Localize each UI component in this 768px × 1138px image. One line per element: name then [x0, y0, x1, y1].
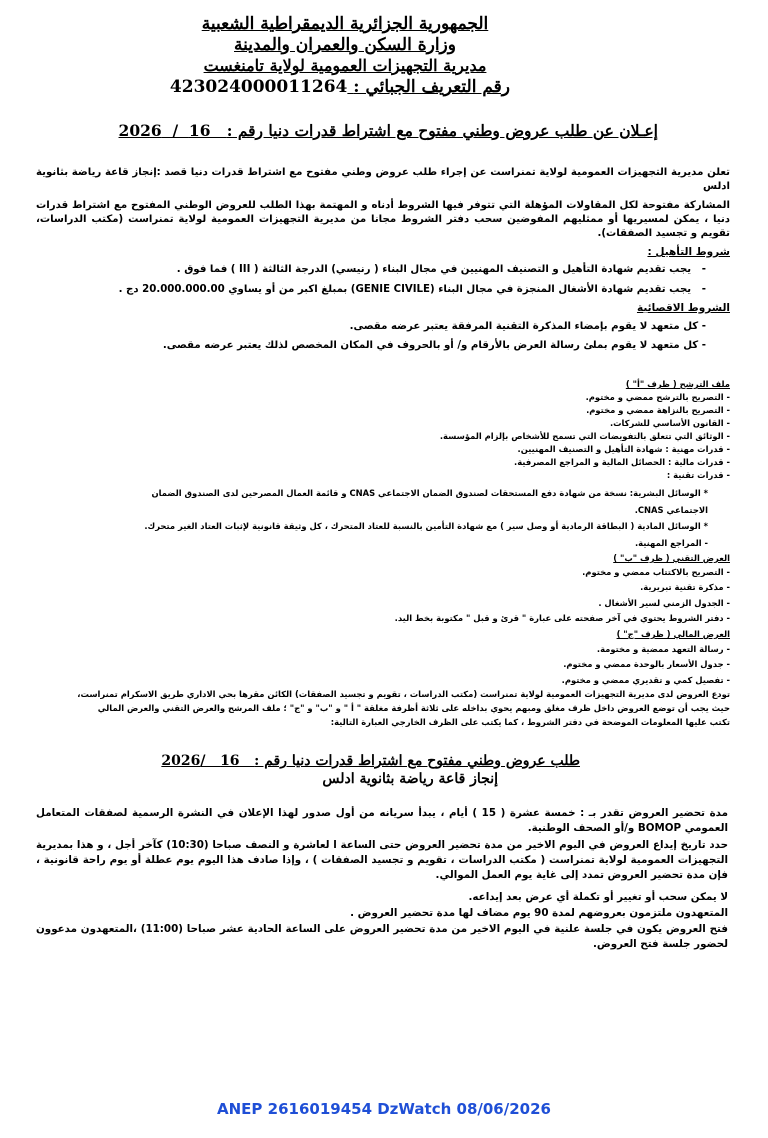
file-a-item: - القانون الأساسي للشركات. [609, 418, 730, 428]
file-a-item: - قدرات مالية : الحصائل المالية و المراجع المصرفية. [514, 457, 730, 467]
file-a-item: - المراجع المهنية. [634, 538, 708, 548]
deposit-line: حيث يجب أن توضع العروض داخل ظرف مغلق ومبهم يحوي بداخله على ثلاثة أظرفة مغلقة " أ " و "ب" و "ج" ؛ ملف المرشح والعرض التقني والعرض المالي [97, 703, 730, 713]
file-a-item: الاجتماعي CNAS. [634, 505, 708, 515]
deposit-line: تودع العروض لدى مديرية التجهيزات العمومية لولاية تمنراست (مكتب الدراسات ، تقويم و تجسيد الصفقات) الكائن مقرها بحي الاداري طريق الاسكرام تمنراست، [77, 689, 730, 699]
file-c-item: - رسالة التعهد ممضية و مختومة. [596, 644, 730, 654]
intro-paragraph: تعلن مديرية التجهيزات العمومية لولاية تمنراست عن إجراء طلب عروض وطني مفتوح مع اشتراط قدرات دنيا قصد :إنجاز قاعة رياضة بثانوية ادلس [36, 167, 730, 192]
participation-paragraph: المشاركة مفتوحة لكل المقاولات المؤهلة التي تتوفر فيها الشروط أدناه و المهتمة بهذا الطلب للعروض الوطني المفتوح مع اشتراط قدرات دنيا ، يمكن لمسيريها أو ممثليهم المفوضين سحب دفتر الشروط مجانا من مديرية التجهيزات العمومية لولاية تمنراست (مكتب الدراسات، تقويم و تجسيد الصفقات). [36, 200, 730, 239]
file-c-item: - جدول الأسعار بالوحدة ممضي و مختوم. [563, 659, 730, 669]
deposit-line: تكتب عليها المعلومات الموضحة في دفتر الشروط ، كما يكتب على الظرف الخارجي العبارة التالية: [330, 717, 730, 727]
exclusion-item: - كل متعهد لا يقوم بملئ رسالة العرض بالأرقام و/ أو بالحروف في المكان المخصص لذلك يعتبر عرضه مقصى. [162, 340, 706, 351]
opening-paragraph: فتح العروض يكون في جلسة علنية في اليوم الاخير من مدة تحضير العروض على الساعة الحادية عشر صباحا (11:00) ،المتعهدون مدعوون لحضور جلسة فتح العروض. [36, 923, 728, 950]
header-republic: الجمهورية الجزائرية الديمقراطية الشعبية [201, 14, 489, 34]
no-withdrawal-line: لا يمكن سحب أو تغيير أو تكملة أي عرض بعد إيداعه. [468, 891, 728, 903]
envelope-project: إنجاز قاعة رياضة بثانوية ادلس [322, 771, 498, 787]
file-b-heading: العرض التقني ( ظرف "ب" ) [613, 553, 730, 563]
file-c-item: - تفصيل كمي و تقديري ممضي و مختوم. [561, 675, 730, 685]
envelope-year: 2026 [161, 753, 201, 769]
header-directorate: مديرية التجهيزات العمومية لولاية تامنغست [203, 56, 487, 75]
file-b-item: - التصريح بالاكتتاب ممضي و مختوم. [582, 567, 730, 577]
header-tax-id [169, 77, 510, 97]
qualification-item: - يجب تقديم شهادة الأشغال المنجزة في مجال البناء (GENIE CIVILE) بمبلغ اكبر من أو يساوي 20.000.000.00 دج . [118, 284, 706, 295]
header-ministry: وزارة السكن والعمران والمدينة [234, 35, 456, 55]
tax-id-label: رقم التعريف الجبائي : [353, 77, 510, 97]
envelope-number: 16 [220, 753, 240, 769]
validity-line: المتعهدون ملتزمون بعروضهم لمدة 90 يوم مضاف لها مدة تحضير العروض . [350, 907, 728, 919]
notice-title-text: إعـلان عن طلب عروض وطني مفتوح مع اشتراط قدرات دنيا رقم : [226, 121, 658, 140]
deposit-time-paragraph: حدد تاريخ إيداع العروض في اليوم الاخير من مدة تحضير العروض حتى الساعة ا لعاشرة و النصف صباحا (10:30) كآخر أجل ، و هذا بمديرية التجهيزات العمومية لولاية تمنراست ( مكتب الدراسات ، تقويم و تجسيد الصفقات ) ، وإذا صادف هذا اليوم يوم عطلة أو يوم راحة قانونية ، فإن مدة تحضير العروض تمدد إلى غاية يوم العمل الموالي. [36, 839, 728, 881]
file-a-item: - الوثائق التي تتعلق بالتفويضات التي تسمح للأشخاص بإلزام المؤسسة. [439, 431, 730, 441]
qualification-heading: شروط التأهيل : [647, 246, 730, 258]
notice-title: إعـلان عن طلب عروض وطني مفتوح مع اشتراط قدرات دنيا رقم : 16 / 2026 [118, 121, 658, 140]
file-a-item: * الوسائل البشرية: نسخة من شهادة دفع المستحقات لصندوق الضمان الاجتماعي CNAS و قائمة العمال المصرحين لدى الصندوق الضمان [151, 488, 708, 498]
exclusion-heading: الشروط الاقصائية [636, 302, 730, 314]
file-a-item: - قدرات تقنية : [666, 470, 730, 480]
file-a-heading: ملف الترشح ( ظرف "أ" ) [625, 379, 730, 389]
footer-reference: ANEP 2616019454 DzWatch 08/06/2026 [217, 1100, 551, 1118]
file-a-item: - قدرات مهنية : شهادة التأهيل و التصنيف المهنيين. [517, 444, 730, 454]
deadline-paragraph: مدة تحضير العروض تقدر بـ : خمسة عشرة ( 15 ) أيام ، يبدأ سريانه من أول صدور لهذا الإعلان في النشرة الرسمية لصفقات المتعامل العمومي BOMOP و/أو الصحف الوطنية. [36, 807, 728, 834]
file-b-item: - مذكرة تقنية تبريرية. [640, 582, 730, 592]
file-c-heading: العرض المالي ( ظرف "ج" ) [616, 629, 730, 639]
notice-number: 16 [188, 121, 211, 140]
exclusion-item: - كل متعهد لا يقوم بإمضاء المذكرة التقنية المرفقة يعتبر عرضه مقصى. [349, 321, 706, 332]
envelope-title-text: طلب عروض وطني مفتوح مع اشتراط قدرات دنيا رقم : [254, 753, 580, 769]
file-a-item: * الوسائل المادية ( البطاقة الرمادية أو وصل سير ) مع شهادة التأمين بالنسبة للعتاد المتحرك ، كل وثيقة قانونية لإثبات العتاد الغير متحرك. [144, 521, 708, 531]
file-b-item: - الجدول الزمني لسير الأشغال . [598, 598, 730, 608]
notice-year: 2026 [118, 121, 162, 140]
envelope-title: طلب عروض وطني مفتوح مع اشتراط قدرات دنيا رقم : 16 /2026 [161, 753, 580, 769]
file-b-item: - دفتر الشروط يحتوي في آخر صفحته على عبارة " قرئ و قبل " مكتوبة بخط اليد. [394, 613, 730, 623]
file-a-item: - التصريح بالنزاهة ممضي و مختوم. [586, 405, 730, 415]
file-a-item: - التصريح بالترشح ممضي و مختوم. [585, 392, 730, 402]
qualification-item: - يجب تقديم شهادة التأهيل و التصنيف المهنيين في مجال البناء ( رنيسي) الدرجة الثالثة ( III ) فما فوق . [176, 264, 706, 275]
tax-id-value: 423024000011264 [169, 77, 348, 97]
